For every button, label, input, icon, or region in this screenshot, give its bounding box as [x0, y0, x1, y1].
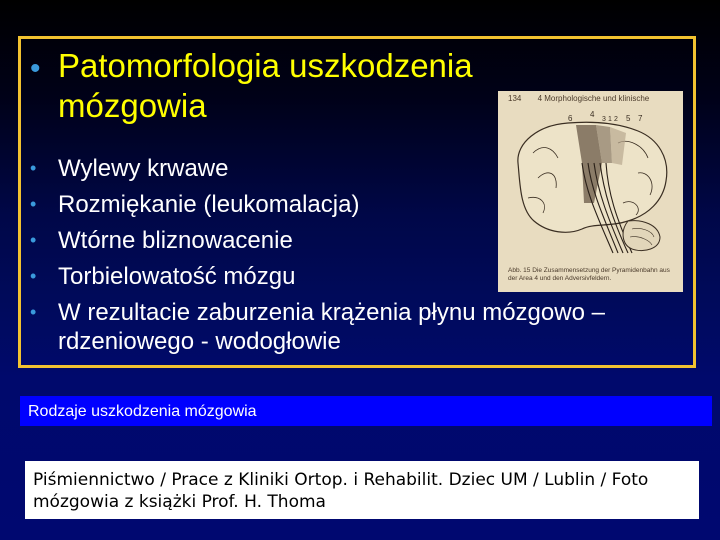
bullet-text: Wylewy krwawe: [58, 155, 229, 182]
bullet-text: W rezultacie zaburzenia krążenia płynu mózgowo – rdzeniowego - wodogłowie: [58, 299, 605, 355]
figure-header: [508, 94, 649, 103]
bullet-icon: •: [30, 302, 37, 322]
bullet-icon: •: [30, 194, 37, 214]
area-label: 4: [590, 110, 595, 119]
bullet-icon: •: [30, 230, 37, 250]
brain-figure: [498, 91, 683, 292]
bullet-icon: •: [30, 266, 37, 286]
area-label: 6: [568, 114, 573, 123]
bullet-text: Rozmiękanie (leukomalacja): [58, 191, 360, 218]
figure-page-number: 134: [508, 94, 522, 103]
title-bullet: •: [30, 52, 41, 85]
figure-header-text: 4 Morphologische und klinische: [537, 94, 650, 103]
area-label: 7: [638, 114, 643, 123]
area-label: 3: [602, 116, 606, 123]
footer-text: Piśmiennictwo / Prace z Kliniki Ortop. i Rehabilit. Dziec UM / Lublin / Foto mózgowia z książki Prof. H. Thoma: [33, 470, 649, 512]
area-label: 2: [614, 116, 618, 123]
footer-box: [25, 461, 699, 519]
list-item: [30, 298, 710, 356]
figure-caption: Abb. 15 Die Zusammensetzung der Pyramidenbahn aus der Area 4 und den Adversivfeldern.: [508, 267, 670, 282]
brain-illustration: [498, 103, 683, 263]
subtitle-bar: [20, 396, 712, 426]
area-label: 1: [608, 116, 612, 123]
bullet-icon: •: [30, 158, 37, 178]
bullet-text: Torbielowatość mózgu: [58, 263, 296, 290]
subtitle-text: Rodzaje uszkodzenia mózgowia: [28, 403, 257, 420]
slide-title: Patomorfologia uszkodzenia mózgowia: [58, 47, 473, 124]
bullet-text: Wtórne bliznowacenie: [58, 227, 293, 254]
area-label: 5: [626, 114, 631, 123]
